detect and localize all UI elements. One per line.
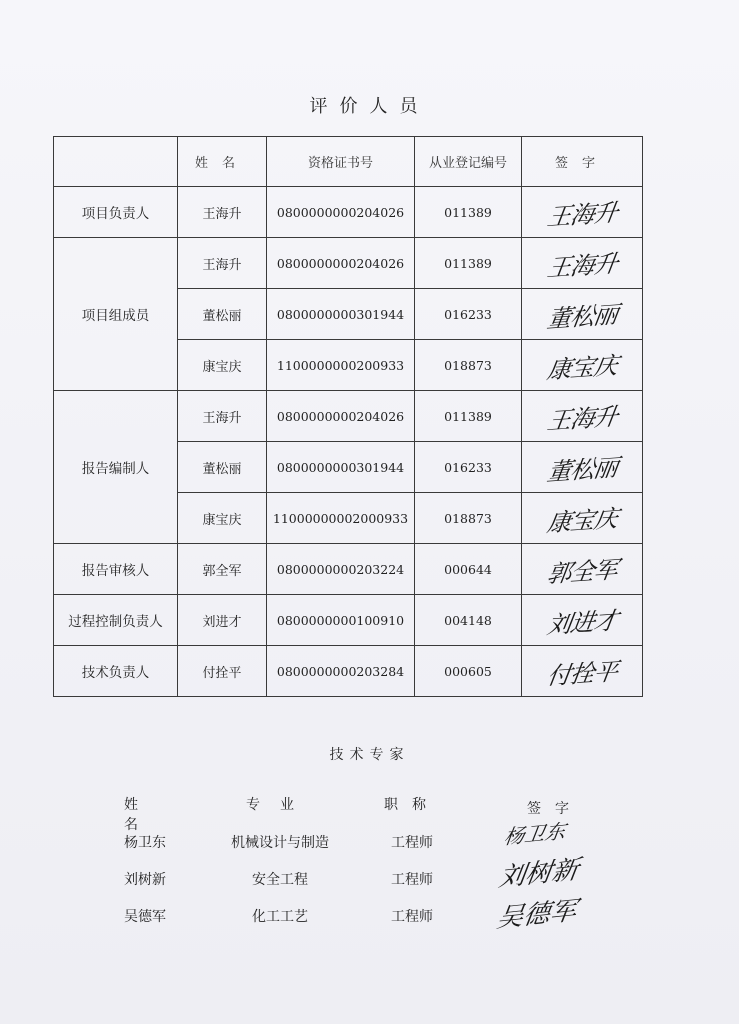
signature-cell bbox=[522, 289, 643, 340]
registration-cell: 011389 bbox=[415, 187, 522, 238]
expert-title: 工程师 bbox=[391, 835, 433, 851]
handwritten-signature: 吴德军 bbox=[494, 895, 579, 934]
signature-cell bbox=[522, 493, 643, 544]
staff-table bbox=[53, 136, 643, 697]
handwritten-signature: 康宝庆 bbox=[544, 504, 619, 537]
signature-cell bbox=[522, 340, 643, 391]
handwritten-signature: 付拴平 bbox=[544, 657, 619, 690]
expert-name: 刘树新 bbox=[124, 872, 166, 888]
certificate-cell: 11000000002000933 bbox=[267, 493, 415, 544]
registration-cell: 000605 bbox=[415, 646, 522, 697]
header-role bbox=[54, 137, 178, 187]
table-row bbox=[54, 391, 643, 442]
registration-cell: 011389 bbox=[415, 238, 522, 289]
certificate-cell: 0800000000203284 bbox=[267, 646, 415, 697]
registration-cell: 004148 bbox=[415, 595, 522, 646]
name-cell: 王海升 bbox=[178, 187, 267, 238]
handwritten-signature: 董松丽 bbox=[544, 453, 619, 486]
experts-header-signature: 签字 bbox=[527, 801, 583, 817]
expert-name: 杨卫东 bbox=[124, 835, 166, 851]
table-row bbox=[54, 544, 643, 595]
list-item bbox=[0, 854, 739, 893]
handwritten-signature: 杨卫东 bbox=[502, 818, 568, 850]
registration-cell: 000644 bbox=[415, 544, 522, 595]
certificate-cell: 0800000000301944 bbox=[267, 289, 415, 340]
handwritten-signature: 王海升 bbox=[544, 402, 619, 435]
role-cell: 项目组成员 bbox=[54, 238, 178, 391]
page-title: 评价人员 bbox=[309, 96, 430, 117]
certificate-cell: 0800000000204026 bbox=[267, 187, 415, 238]
role-cell: 技术负责人 bbox=[54, 646, 178, 697]
table-row bbox=[54, 646, 643, 697]
certificate-cell: 0800000000203224 bbox=[267, 544, 415, 595]
certificate-cell: 0800000000100910 bbox=[267, 595, 415, 646]
header-name: 姓名 bbox=[178, 137, 267, 187]
signature-cell bbox=[522, 595, 643, 646]
signature-cell bbox=[522, 544, 643, 595]
handwritten-signature: 郭全军 bbox=[544, 555, 619, 588]
name-cell: 王海升 bbox=[178, 391, 267, 442]
header-signature: 签字 bbox=[522, 137, 643, 187]
registration-cell: 016233 bbox=[415, 442, 522, 493]
role-cell: 报告审核人 bbox=[54, 544, 178, 595]
table-row bbox=[54, 187, 643, 238]
expert-major: 化工工艺 bbox=[252, 909, 308, 925]
registration-cell: 018873 bbox=[415, 493, 522, 544]
name-cell: 王海升 bbox=[178, 238, 267, 289]
expert-title: 工程师 bbox=[391, 872, 433, 888]
experts-header-row bbox=[0, 794, 739, 833]
certificate-cell: 0800000000204026 bbox=[267, 238, 415, 289]
name-cell: 郭全军 bbox=[178, 544, 267, 595]
handwritten-signature: 董松丽 bbox=[544, 300, 619, 333]
name-cell: 董松丽 bbox=[178, 442, 267, 493]
role-cell: 过程控制负责人 bbox=[54, 595, 178, 646]
signature-cell bbox=[522, 391, 643, 442]
handwritten-signature: 康宝庆 bbox=[544, 351, 619, 384]
name-cell: 康宝庆 bbox=[178, 340, 267, 391]
registration-cell: 018873 bbox=[415, 340, 522, 391]
signature-cell bbox=[522, 238, 643, 289]
certificate-cell: 1100000000200933 bbox=[267, 340, 415, 391]
list-item bbox=[0, 818, 739, 856]
table-row bbox=[54, 595, 643, 646]
expert-major: 机械设计与制造 bbox=[231, 835, 329, 851]
table-row bbox=[54, 238, 643, 289]
role-cell: 项目负责人 bbox=[54, 187, 178, 238]
table-header-row bbox=[54, 137, 643, 187]
certificate-cell: 0800000000301944 bbox=[267, 442, 415, 493]
name-cell: 付拴平 bbox=[178, 646, 267, 697]
name-cell: 康宝庆 bbox=[178, 493, 267, 544]
name-cell: 刘进才 bbox=[178, 595, 267, 646]
certificate-cell: 0800000000204026 bbox=[267, 391, 415, 442]
experts-header-name: 姓名 bbox=[124, 797, 162, 833]
header-registration: 从业登记编号 bbox=[415, 137, 522, 187]
signature-cell bbox=[522, 646, 643, 697]
experts-header-title: 职称 bbox=[384, 797, 440, 813]
handwritten-signature: 刘进才 bbox=[544, 606, 619, 639]
role-cell: 报告编制人 bbox=[54, 391, 178, 544]
registration-cell: 016233 bbox=[415, 289, 522, 340]
handwritten-signature: 王海升 bbox=[544, 249, 619, 282]
signature-cell bbox=[522, 442, 643, 493]
list-item bbox=[0, 895, 739, 934]
experts-header-major: 专业 bbox=[246, 797, 314, 813]
expert-major: 安全工程 bbox=[252, 872, 308, 888]
handwritten-signature: 刘树新 bbox=[496, 854, 581, 893]
expert-name: 吴德军 bbox=[124, 909, 166, 925]
registration-cell: 011389 bbox=[415, 391, 522, 442]
header-certificate: 资格证书号 bbox=[267, 137, 415, 187]
signature-cell bbox=[522, 187, 643, 238]
expert-title: 工程师 bbox=[391, 909, 433, 925]
name-cell: 董松丽 bbox=[178, 289, 267, 340]
experts-title: 技术专家 bbox=[329, 747, 410, 763]
handwritten-signature: 王海升 bbox=[544, 198, 619, 231]
